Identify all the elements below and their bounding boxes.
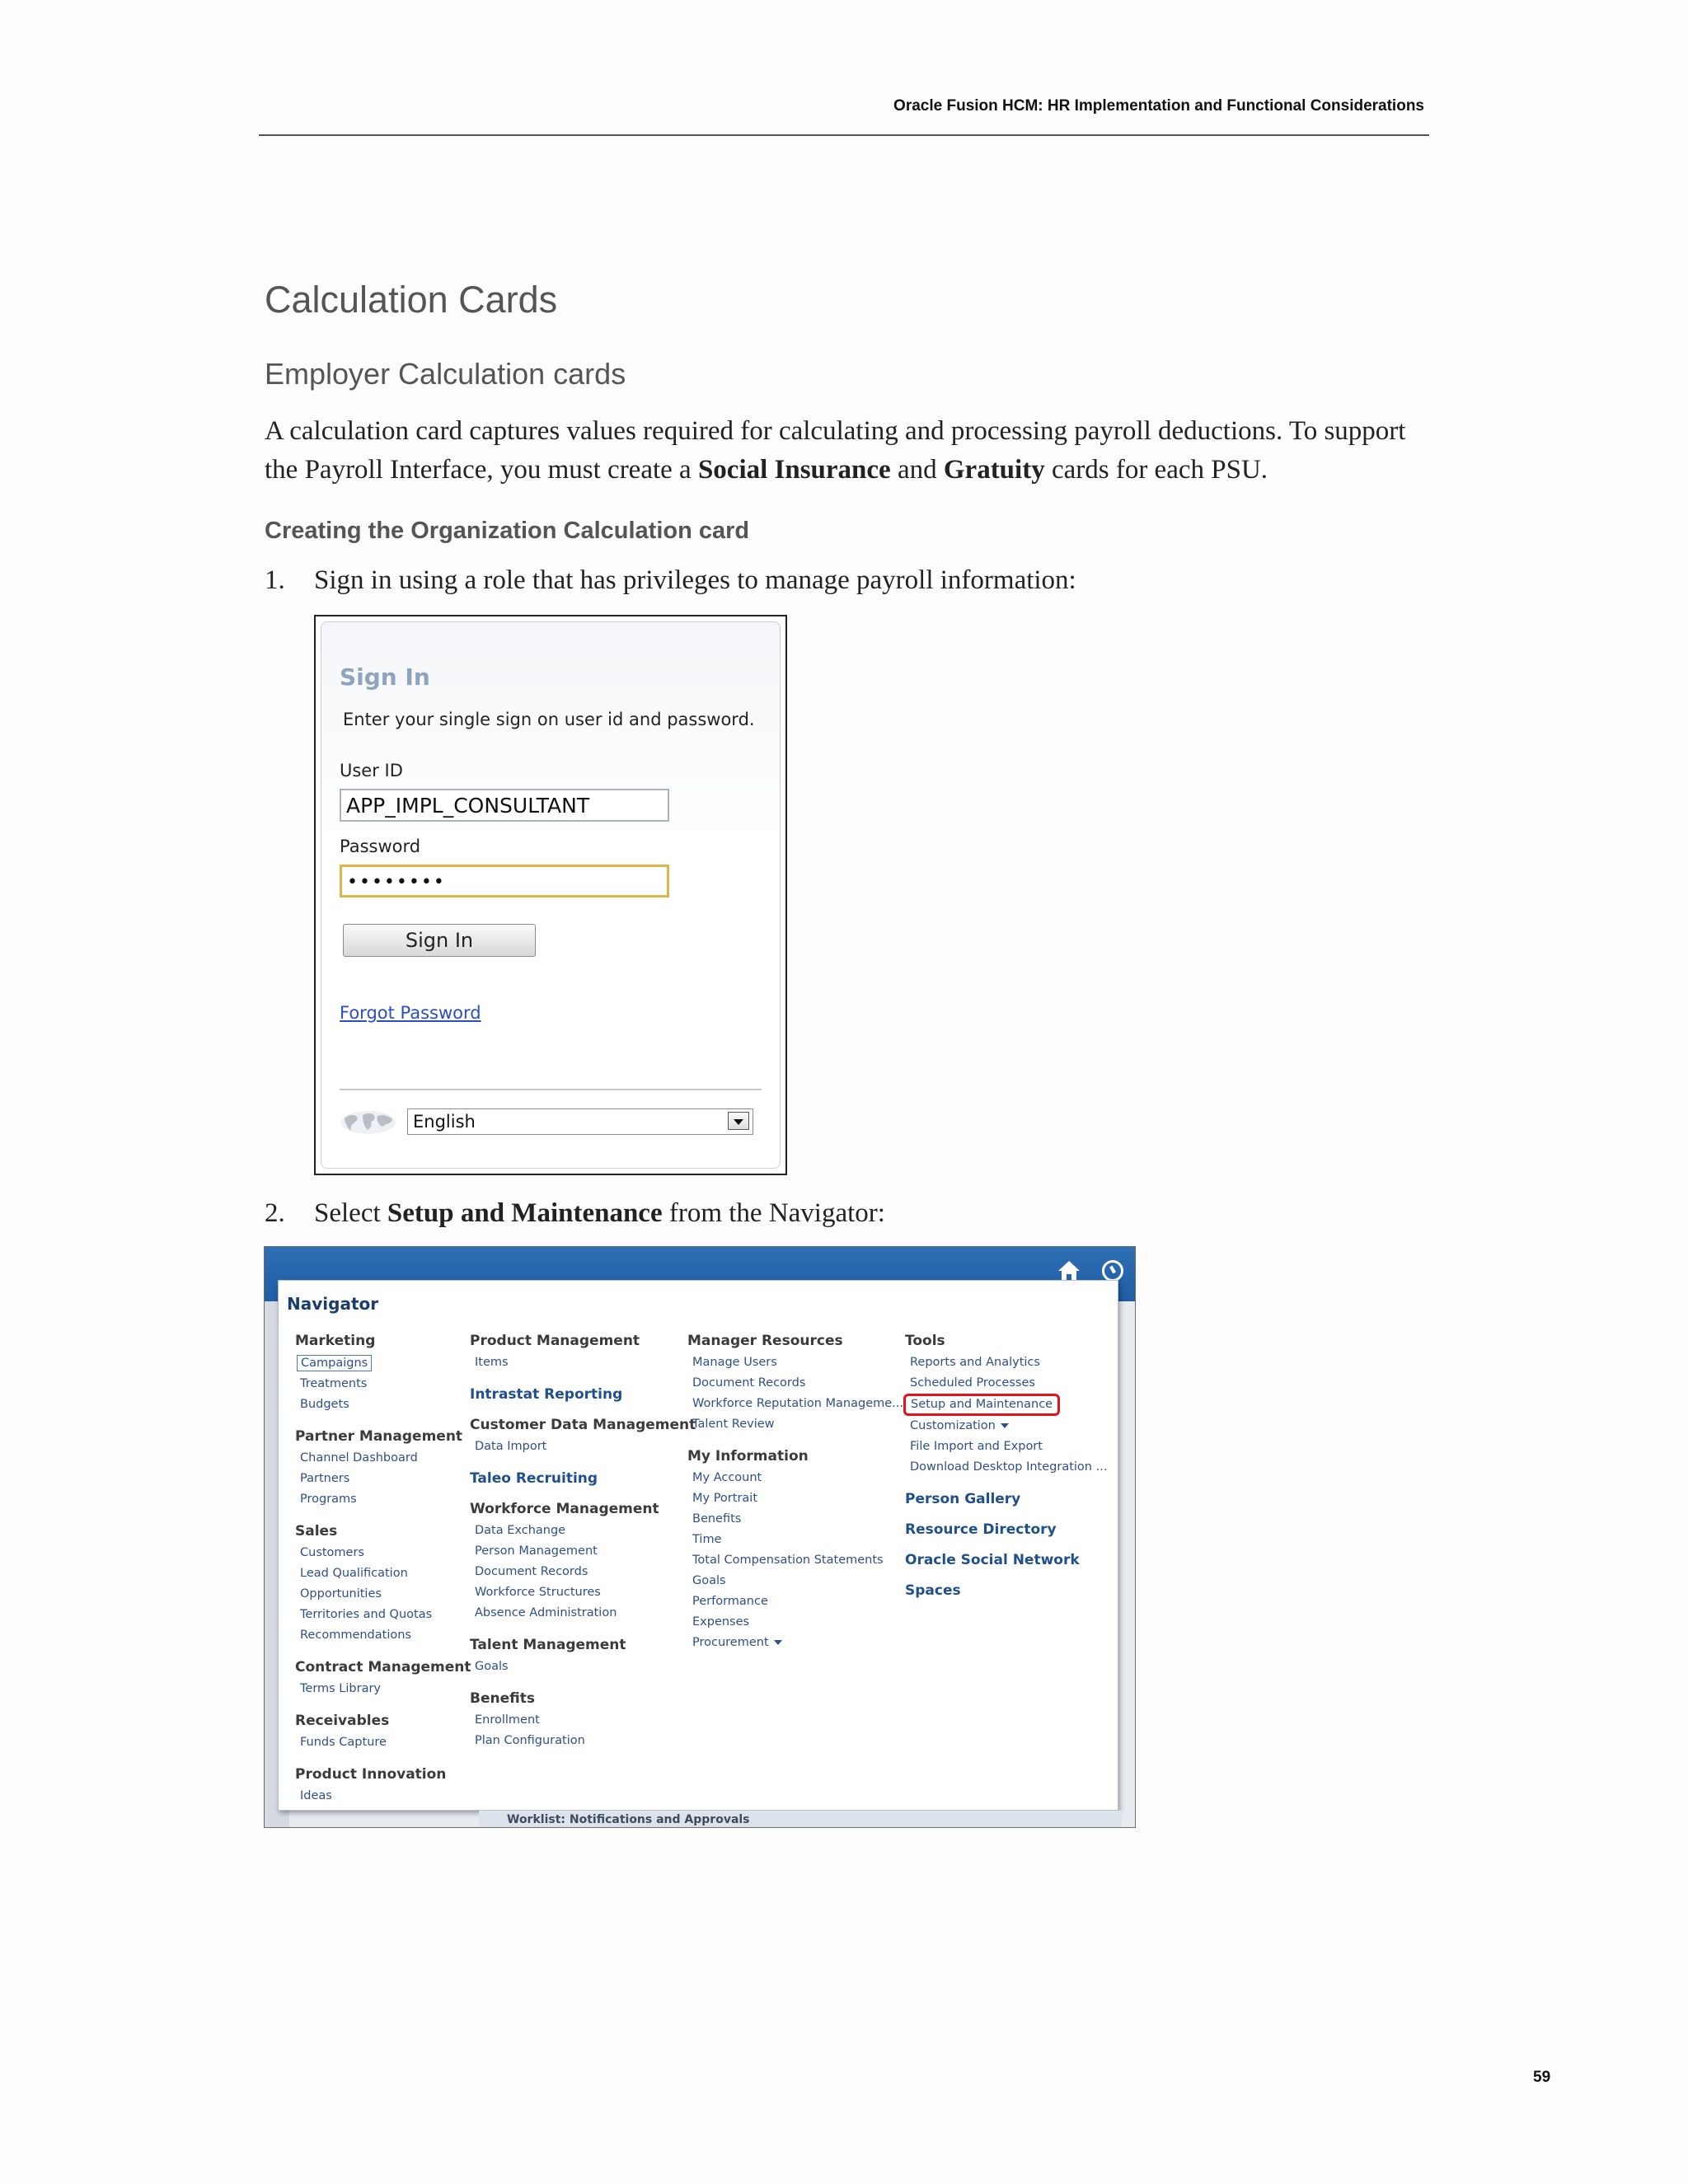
nav-link-partners[interactable]: Partners	[300, 1472, 350, 1485]
nav-group-person-gallery	[905, 1490, 1107, 1508]
nav-link-my-portrait[interactable]: My Portrait	[692, 1492, 758, 1505]
nav-link-spaces[interactable]: Spaces	[905, 1582, 961, 1599]
nav-link-performance[interactable]: Performance	[692, 1595, 768, 1608]
nav-link-intrastat-reporting[interactable]: Intrastat Reporting	[470, 1386, 623, 1403]
nav-group-partner-management	[295, 1427, 471, 1510]
nav-heading: Product Management	[470, 1333, 640, 1349]
signin-panel	[321, 621, 781, 1169]
nav-link-customers[interactable]: Customers	[300, 1546, 364, 1559]
nav-link-recommendations[interactable]: Recommendations	[300, 1629, 411, 1642]
nav-link-taleo-recruiting[interactable]: Taleo Recruiting	[470, 1470, 598, 1487]
nav-link-workforce-structures[interactable]: Workforce Structures	[475, 1586, 601, 1599]
nav-link-goals[interactable]: Goals	[475, 1660, 509, 1673]
step-number: 1.	[265, 565, 285, 595]
nav-link-enrollment[interactable]: Enrollment	[475, 1713, 540, 1727]
nav-link-file-import-export[interactable]: File Import and Export	[910, 1440, 1043, 1453]
nav-link-talent-review[interactable]: Talent Review	[692, 1418, 775, 1431]
nav-link-total-compensation[interactable]: Total Compensation Statements	[692, 1554, 884, 1567]
step-number: 2.	[265, 1198, 285, 1228]
nav-link-territories-and-quotas[interactable]: Territories and Quotas	[300, 1608, 433, 1621]
nav-link-scheduled-processes[interactable]: Scheduled Processes	[910, 1376, 1035, 1390]
nav-heading: Marketing	[295, 1333, 376, 1349]
caret-down-icon	[774, 1640, 782, 1645]
nav-group-taleo-recruiting	[470, 1469, 696, 1488]
nav-link-workforce-reputation[interactable]: Workforce Reputation Manageme...	[692, 1397, 904, 1410]
nav-link-person-gallery[interactable]: Person Gallery	[905, 1491, 1021, 1507]
nav-heading: Contract Management	[295, 1659, 471, 1675]
section-title: Calculation Cards	[265, 279, 558, 321]
sign-in-button[interactable]: Sign In	[343, 924, 536, 957]
nav-group-my-information	[687, 1447, 903, 1653]
globe-icon	[340, 1108, 397, 1137]
nav-link-programs[interactable]: Programs	[300, 1493, 357, 1506]
nav-heading: Benefits	[470, 1690, 535, 1707]
nav-link-document-records[interactable]: Document Records	[692, 1376, 806, 1390]
nav-link-channel-dashboard[interactable]: Channel Dashboard	[300, 1451, 418, 1465]
nav-link-absence-administration[interactable]: Absence Administration	[475, 1606, 617, 1619]
nav-link-procurement[interactable]: Procurement	[687, 1633, 903, 1653]
password-field[interactable]: ••••••••	[340, 865, 669, 898]
nav-group-workforce-management	[470, 1500, 696, 1624]
running-header: Oracle Fusion HCM: HR Implementation and Functional Considerations	[893, 97, 1424, 115]
nav-heading: Tools	[905, 1333, 945, 1349]
header-rule	[259, 134, 1429, 136]
navigator-column-4	[905, 1332, 1107, 1612]
nav-heading: Workforce Management	[470, 1501, 659, 1517]
navigator-title: Navigator	[287, 1294, 379, 1314]
forgot-password-link[interactable]: Forgot Password	[340, 1003, 481, 1023]
nav-link-expenses[interactable]: Expenses	[692, 1615, 750, 1629]
signin-divider	[340, 1089, 762, 1090]
nav-group-manager-resources	[687, 1332, 903, 1435]
nav-heading: Manager Resources	[687, 1333, 843, 1349]
navigator-column-1	[295, 1332, 471, 1819]
nav-link-data-exchange[interactable]: Data Exchange	[475, 1524, 566, 1537]
signin-title: Sign In	[340, 663, 430, 691]
nav-link-goals[interactable]: Goals	[692, 1574, 726, 1587]
nav-link-setup-and-maintenance[interactable]: Setup and Maintenance	[903, 1394, 1060, 1416]
nav-group-talent-management	[470, 1636, 696, 1677]
intro-paragraph: A calculation card captures values required for calculating and processing payroll deductions. To support the Payroll Interface, you must create a Social Insurance and Gratuity cards for each PSU.	[265, 416, 1406, 485]
nav-link-items[interactable]: Items	[475, 1356, 509, 1369]
nav-link-oracle-social-network[interactable]: Oracle Social Network	[905, 1552, 1080, 1568]
nav-link-ideas[interactable]: Ideas	[300, 1789, 332, 1802]
nav-group-product-innovation	[295, 1765, 471, 1807]
nav-link-document-records[interactable]: Document Records	[475, 1565, 588, 1578]
step-text: Sign in using a role that has privileges to manage payroll information:	[314, 565, 1076, 595]
nav-group-benefits	[470, 1690, 696, 1751]
chevron-down-icon[interactable]	[728, 1112, 749, 1130]
nav-heading: Product Innovation	[295, 1766, 447, 1783]
nav-link-time[interactable]: Time	[692, 1533, 722, 1546]
nav-group-marketing	[295, 1332, 471, 1415]
nav-heading: My Information	[687, 1448, 809, 1465]
signin-screenshot	[314, 615, 787, 1175]
nav-link-resource-directory[interactable]: Resource Directory	[905, 1521, 1057, 1538]
nav-heading: Receivables	[295, 1713, 390, 1729]
nav-group-spaces	[905, 1582, 1107, 1600]
nav-link-treatments[interactable]: Treatments	[300, 1377, 368, 1390]
nav-link-terms-library[interactable]: Terms Library	[300, 1682, 382, 1695]
step-1	[265, 565, 1336, 602]
nav-link-manage-users[interactable]: Manage Users	[692, 1356, 777, 1369]
nav-link-campaigns[interactable]: Campaigns	[297, 1355, 372, 1371]
nav-heading: Customer Data Management	[470, 1417, 696, 1433]
nav-group-sales	[295, 1522, 471, 1646]
nav-link-download-desktop-integration[interactable]: Download Desktop Integration ...	[910, 1460, 1108, 1474]
navigator-screenshot	[264, 1246, 1136, 1828]
nav-link-data-import[interactable]: Data Import	[475, 1440, 547, 1453]
language-value: English	[413, 1112, 476, 1132]
navigator-panel	[278, 1280, 1118, 1811]
password-label: Password	[340, 837, 421, 856]
help-icon[interactable]	[1102, 1260, 1123, 1282]
procedure-title: Creating the Organization Calculation card	[265, 518, 750, 544]
nav-group-contract-management	[295, 1658, 471, 1699]
nav-heading: Talent Management	[470, 1637, 626, 1653]
nav-link-reports-and-analytics[interactable]: Reports and Analytics	[910, 1356, 1040, 1369]
nav-link-opportunities[interactable]: Opportunities	[300, 1587, 382, 1601]
nav-heading: Sales	[295, 1523, 338, 1540]
nav-link-customization[interactable]: Customization	[905, 1416, 1107, 1436]
subsection-title: Employer Calculation cards	[265, 357, 626, 391]
navigator-column-3	[687, 1332, 903, 1666]
page-number: 59	[1533, 2069, 1551, 2086]
step-text: Select Setup and Maintenance from the Navigator:	[314, 1198, 885, 1228]
nav-link-my-account[interactable]: My Account	[692, 1471, 762, 1484]
nav-link-budgets[interactable]: Budgets	[300, 1398, 349, 1411]
signin-instructions: Enter your single sign on user id and password.	[343, 710, 755, 729]
step-2	[265, 1198, 1336, 1235]
language-select[interactable]	[407, 1108, 753, 1135]
nav-group-oracle-social-network	[905, 1551, 1107, 1569]
nav-heading: Partner Management	[295, 1428, 463, 1445]
user-id-field[interactable]: APP_IMPL_CONSULTANT	[340, 789, 669, 822]
nav-group-intrastat-reporting	[470, 1385, 696, 1404]
home-icon[interactable]	[1057, 1260, 1081, 1282]
nav-link-benefits[interactable]: Benefits	[692, 1512, 742, 1526]
nav-group-product-management	[470, 1332, 696, 1373]
worklist-panel-title[interactable]: Worklist: Notifications and Approvals	[479, 1811, 1122, 1828]
nav-link-lead-qualification[interactable]: Lead Qualification	[300, 1567, 408, 1580]
navigator-column-2	[470, 1332, 696, 1764]
nav-link-funds-capture[interactable]: Funds Capture	[300, 1736, 387, 1749]
nav-link-plan-configuration[interactable]: Plan Configuration	[475, 1734, 585, 1747]
user-id-label: User ID	[340, 761, 403, 780]
nav-group-tools	[905, 1332, 1107, 1478]
nav-group-resource-directory	[905, 1521, 1107, 1539]
nav-link-person-management[interactable]: Person Management	[475, 1544, 598, 1558]
nav-group-customer-data-management	[470, 1416, 696, 1457]
nav-group-receivables	[295, 1712, 471, 1753]
caret-down-icon	[1001, 1423, 1009, 1428]
